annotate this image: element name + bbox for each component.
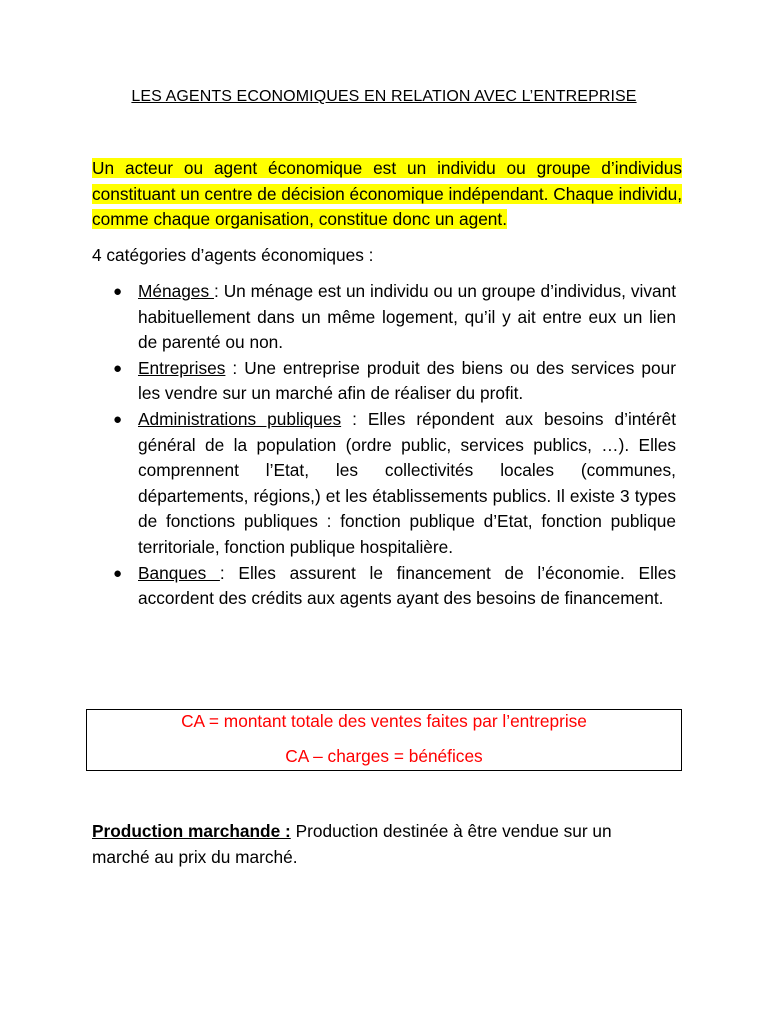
list-item-administrations bbox=[92, 407, 676, 561]
page-title: LES AGENTS ECONOMIQUES EN RELATION AVEC L’ENTREPRISE bbox=[131, 88, 637, 105]
agent-name: Administrations publiques bbox=[138, 408, 342, 429]
agent-description: Une entreprise produit des biens ou des services pour les vendre sur un marché afin de réaliser du profit. bbox=[138, 357, 676, 404]
agent-name: Banques bbox=[138, 562, 220, 583]
highlighted-definition: Un acteur ou agent économique est un individu ou groupe d’individus constituant un centre de décision économique indépendant. Chaque individu, comme chaque organisation, constitue donc un agent. bbox=[92, 158, 682, 229]
formula-box bbox=[86, 709, 682, 771]
agent-description: Elles répondent aux besoins d’intérêt général de la population (ordre public, services publics, …). Elles comprennent l’Etat, les collectivités locales (communes, départements, régions,) et les établissements publics. Il existe 3 types de fonctions publiques : fonction publique d’Etat, fonction publique territoriale, fonction publique hospitalière. bbox=[138, 408, 677, 557]
agent-separator: : bbox=[341, 408, 368, 429]
bullet-icon: ● bbox=[113, 359, 123, 377]
agent-separator: : bbox=[225, 357, 245, 378]
production-definition: Production destinée à être vendue sur un marché au prix du marché. bbox=[92, 821, 612, 867]
list-item-entreprises bbox=[92, 356, 676, 407]
bullet-icon: ● bbox=[113, 564, 123, 582]
production-paragraph bbox=[92, 818, 672, 870]
formula-benefices: CA – charges = bénéfices bbox=[285, 746, 483, 766]
bullet-icon: ● bbox=[113, 283, 123, 300]
agent-list bbox=[92, 279, 676, 612]
agent-description: Un ménage est un individu ou un groupe d’individus, vivant habituellement dans un même logement, qu’il y ait entre eux un lien de parenté ou non. bbox=[138, 281, 676, 353]
agent-separator: : bbox=[213, 281, 224, 301]
agent-name: Entreprises bbox=[138, 357, 226, 378]
categories-intro: 4 catégories d’agents économiques : bbox=[92, 245, 374, 265]
list-item-menages bbox=[92, 279, 676, 356]
agent-name: Ménages bbox=[138, 281, 214, 301]
definition-paragraph bbox=[92, 156, 682, 233]
bullet-icon: ● bbox=[113, 410, 123, 428]
agent-description: Elles assurent le financement de l’économie. Elles accordent des crédits aux agents ayant des besoins de financement. bbox=[138, 562, 676, 609]
production-term: Production marchande : bbox=[92, 821, 291, 841]
list-item-banques bbox=[92, 561, 676, 612]
formula-ca-definition: CA = montant totale des ventes faites par l’entreprise bbox=[181, 711, 587, 731]
agent-separator: : bbox=[219, 562, 239, 583]
